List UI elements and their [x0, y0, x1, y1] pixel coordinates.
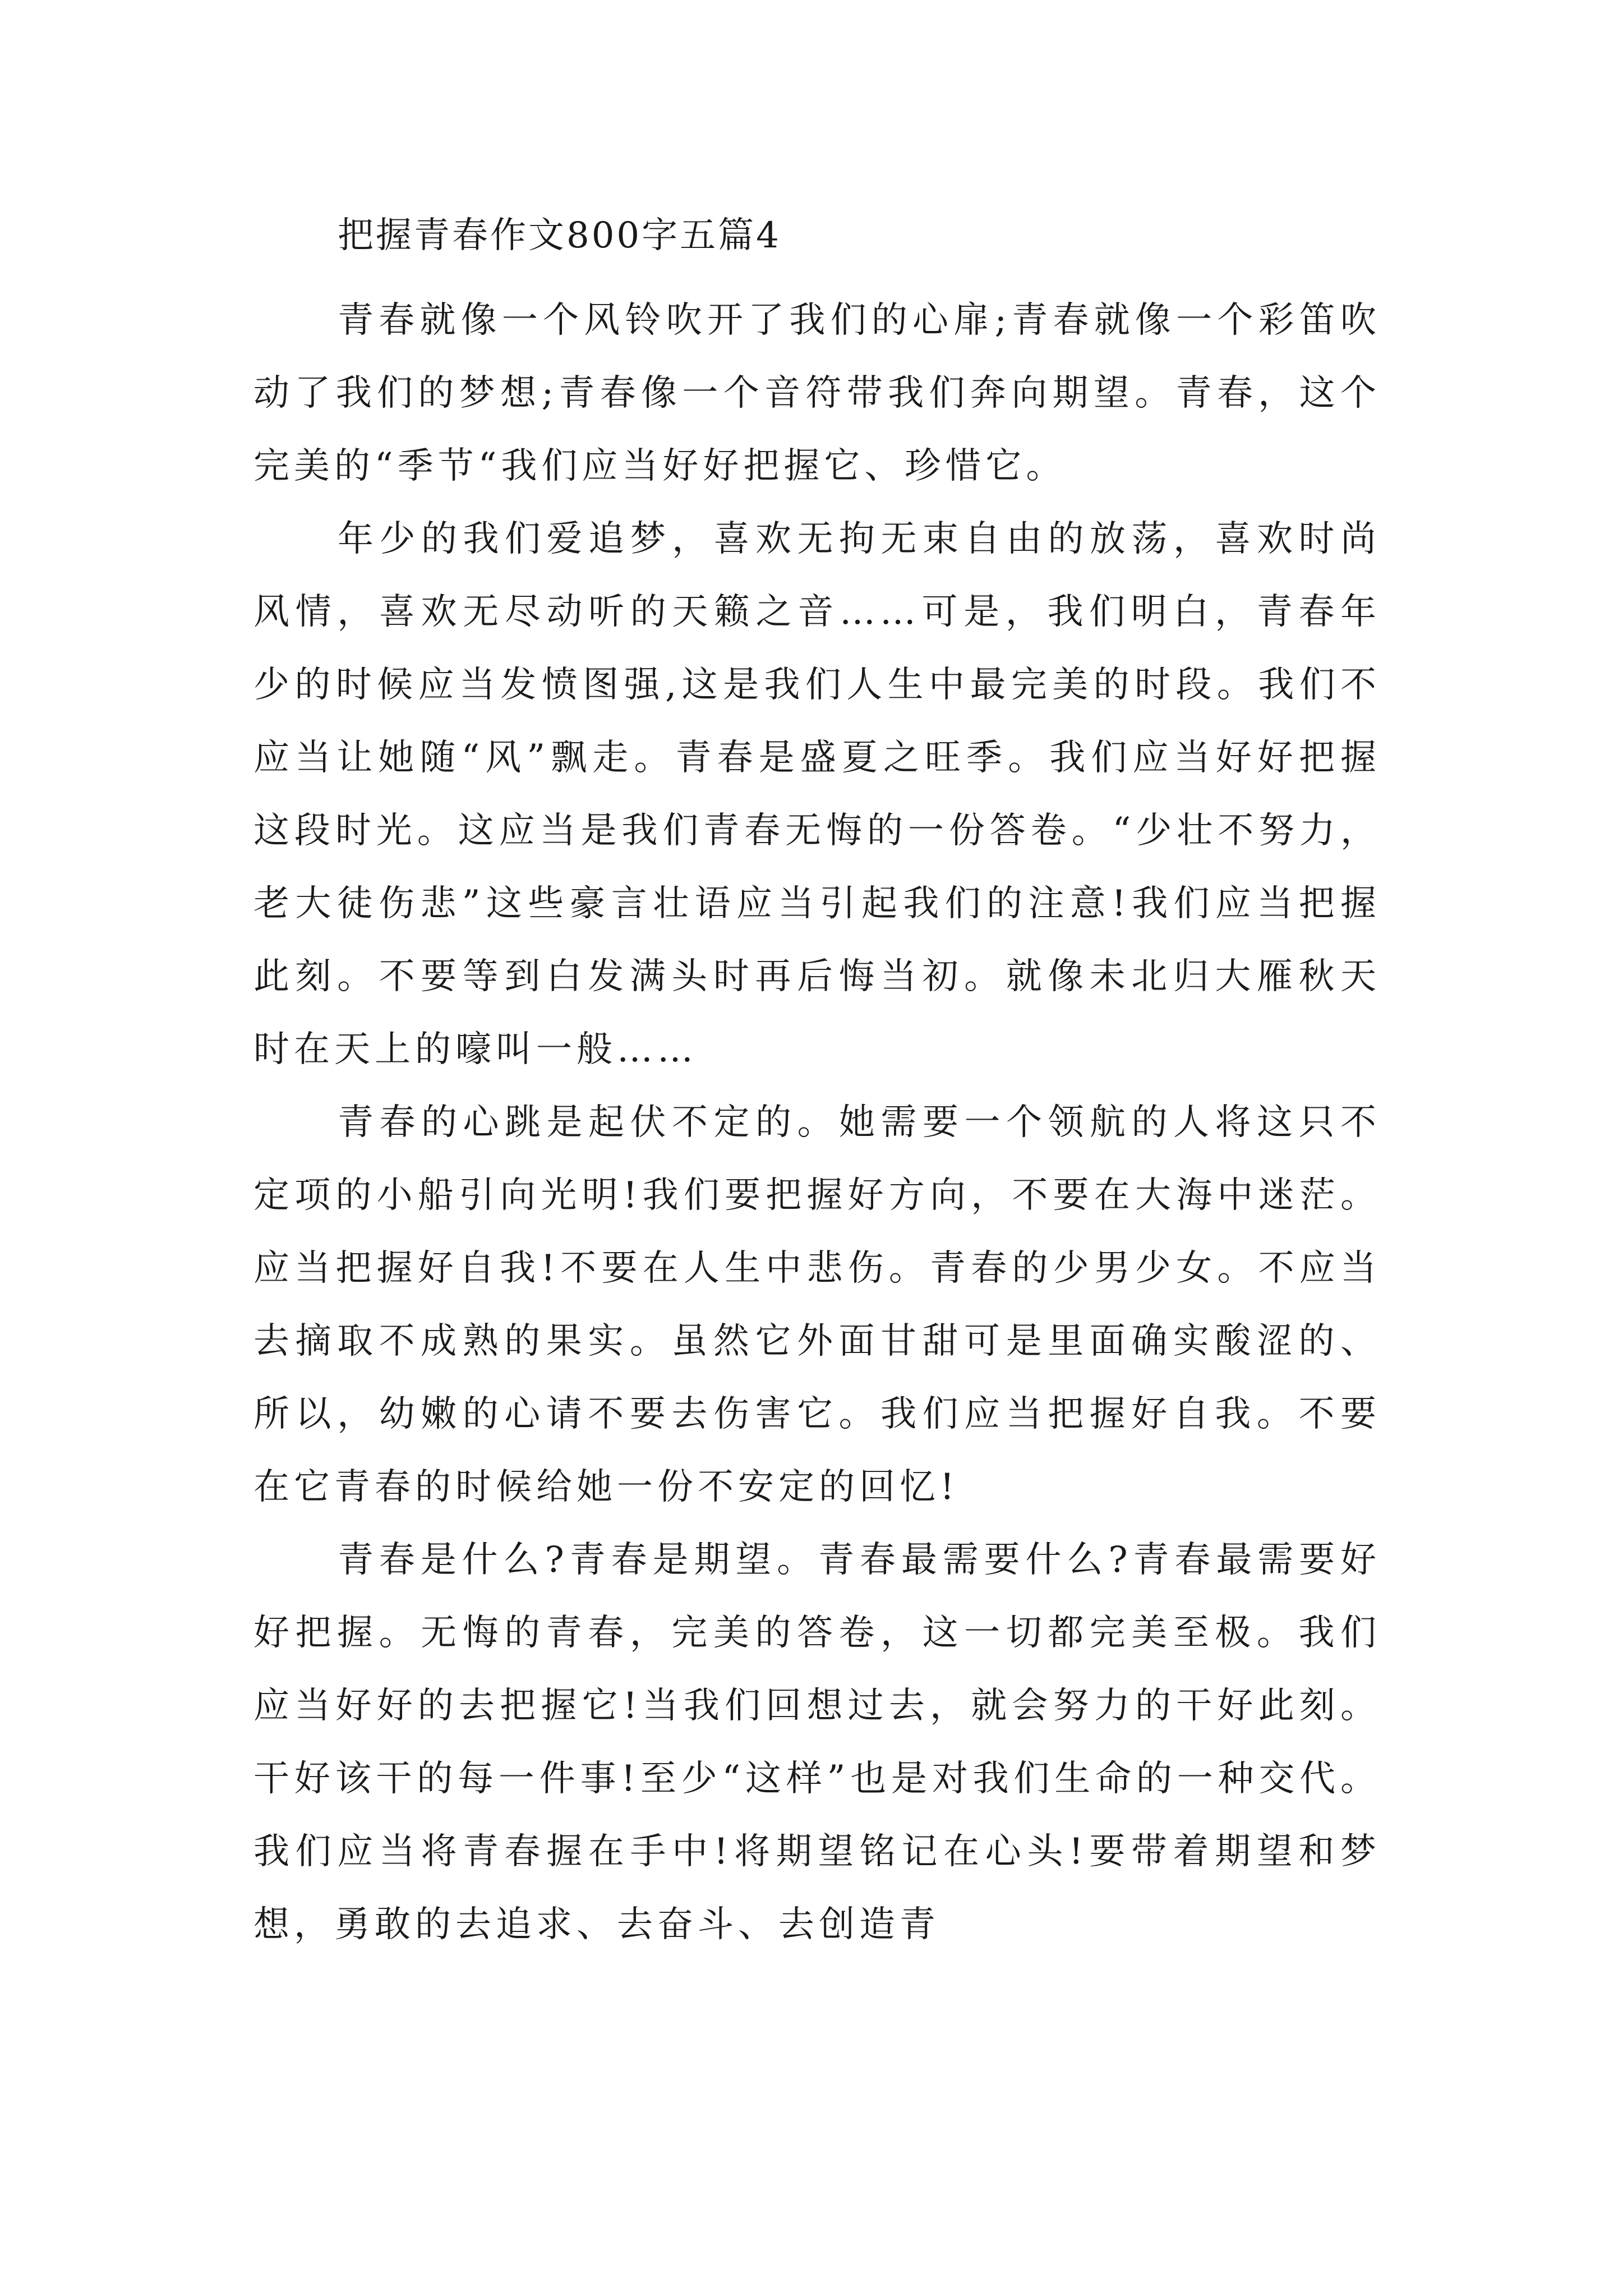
paragraph-4: 青春是什么?青春是期望。青春最需要什么?青春最需要好好把握。无悔的青春，完美的答卷，这一切都完美至极。我们应当好好的去把握它!当我们回想过去，就会努力的干好此刻。干好该干的每一件事!至少“这样”也是对我们生命的一种交代。我们应当将青春握在手中!将期望铭记在心头!要带着期望和梦想，勇敢的去追求、去奋斗、去创造青: [253, 1539, 1381, 1945]
document-title: 把握青春作文800字五篇4: [338, 215, 781, 256]
paragraph-2: 年少的我们爱追梦，喜欢无拘无束自由的放荡，喜欢时尚风情，喜欢无尽动听的天籁之音……可是，我们明白，青春年少的时候应当发愤图强,这是我们人生中最完美的时段。我们不应当让她随“风”飘走。青春是盛夏之旺季。我们应当好好把握这段时光。这应当是我们青春无悔的一份答卷。“少壮不努力，老大徒伤悲”这些豪言壮语应当引起我们的注意!我们应当把握此刻。不要等到白发满头时再后悔当初。就像未北归大雁秋天时在天上的嚎叫一般……: [253, 518, 1381, 1070]
paragraph-1: 青春就像一个风铃吹开了我们的心扉;青春就像一个彩笛吹动了我们的梦想;青春像一个音符带我们奔向期望。青春，这个完美的“季节“我们应当好好把握它、珍惜它。: [253, 300, 1381, 487]
paragraph-3: 青春的心跳是起伏不定的。她需要一个领航的人将这只不定项的小船引向光明!我们要把握好方向，不要在大海中迷茫。应当把握好自我!不要在人生中悲伤。青春的少男少女。不应当去摘取不成熟的果实。虽然它外面甘甜可是里面确实酸涩的、所以，幼嫩的心请不要去伤害它。我们应当把握好自我。不要在它青春的时候给她一份不安定的回忆!: [253, 1102, 1381, 1508]
document-page: [253, 213, 1381, 1961]
